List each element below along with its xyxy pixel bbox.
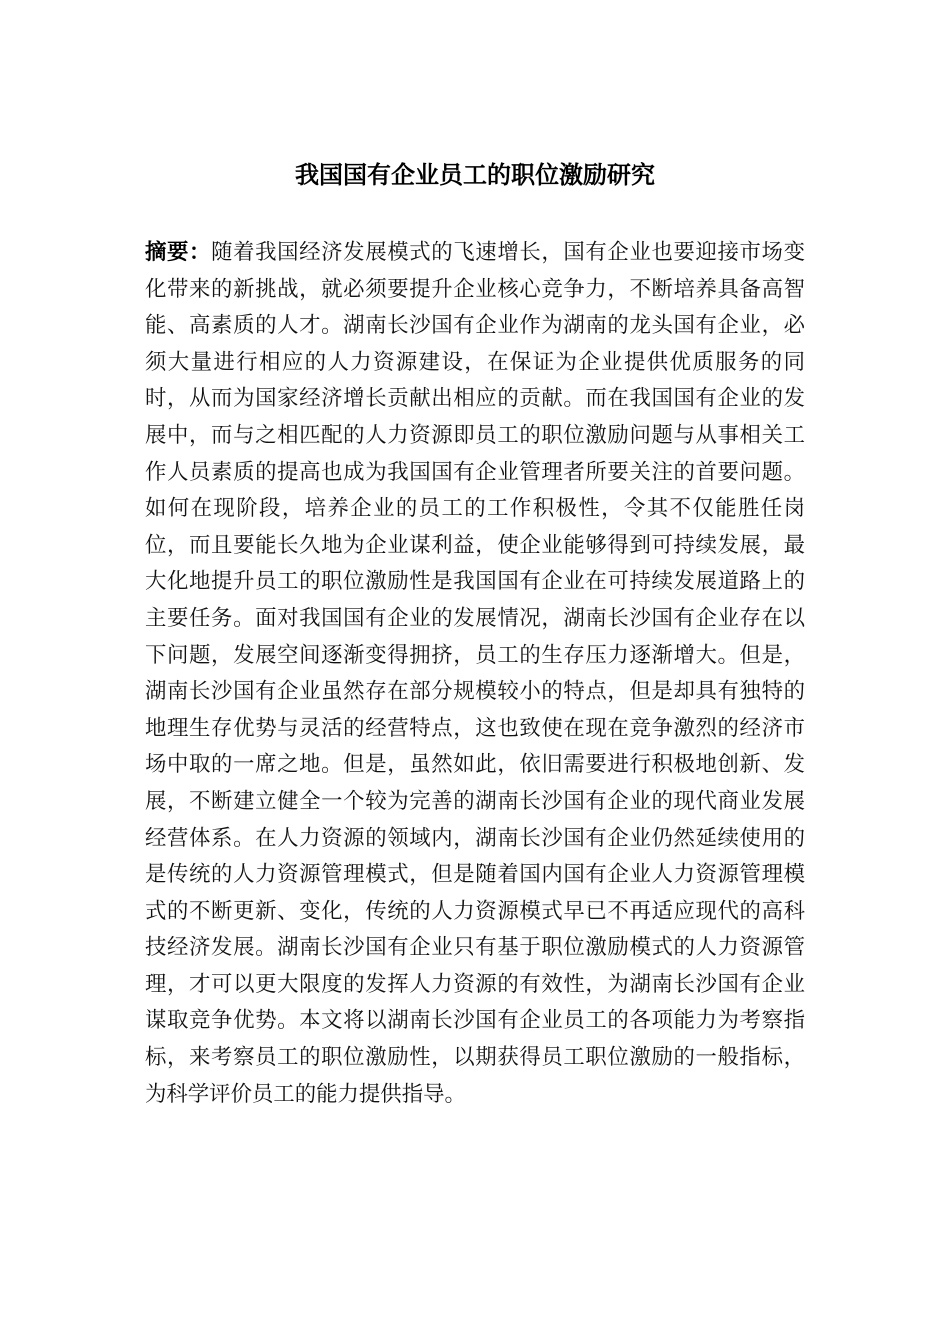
abstract-text: 随着我国经济发展模式的飞速增长，国有企业也要迎接市场变化带来的新挑战，就必须要提升企业核心竞争力，不断培养具备高智能、高素质的人才。湖南长沙国有企业作为湖南的龙头国有企业，必须大量进行相应的人力资源建设，在保证为企业提供优质服务的同时，从而为国家经济增长贡献出相应的贡献。而在我国国有企业的发展中，而与之相匹配的人力资源即员工的职位激励问题与从事相关工作人员素质的提高也成为我国国有企业管理者所要关注的首要问题。如何在现阶段，培养企业的员工的工作积极性，令其不仅能胜任岗位，而且要能长久地为企业谋利益，使企业能够得到可持续发展，最大化地提升员工的职位激励性是我国国有企业在可持续发展道路上的主要任务。面对我国国有企业的发展情况，湖南长沙国有企业存在以下问题，发展空间逐渐变得拥挤，员工的生存压力逐渐增大。但是，湖南长沙国有企业虽然存在部分规模较小的特点，但是却具有独特的地理生存优势与灵活的经营特点，这也致使在现在竞争激烈的经济市场中取的一席之地。但是，虽然如此，依旧需要进行积极地创新、发展，不断建立健全一个较为完善的湖南长沙国有企业的现代商业发展经营体系。在人力资源的领域内，湖南长沙国有企业仍然延续使用的是传统的人力资源管理模式，但是随着国内国有企业人力资源管理模式的不断更新、变化，传统的人力资源模式早已不再适应现代的高科技经济发展。湖南长沙国有企业只有基于职位激励模式的人力资源管理，才可以更大限度的发挥人力资源的有效性，为湖南长沙国有企业谋取竞争优势。本文将以湖南长沙国有企业员工的各项能力为考察指标，来考察员工的职位激励性，以期获得员工职位激励的一般指标，为科学评价员工的能力提供指导。: [145, 240, 805, 1107]
abstract-label: 摘要：: [145, 240, 212, 265]
document-title: 我国国有企业员工的职位激励研究: [295, 160, 655, 189]
abstract-paragraph: [145, 235, 805, 1113]
